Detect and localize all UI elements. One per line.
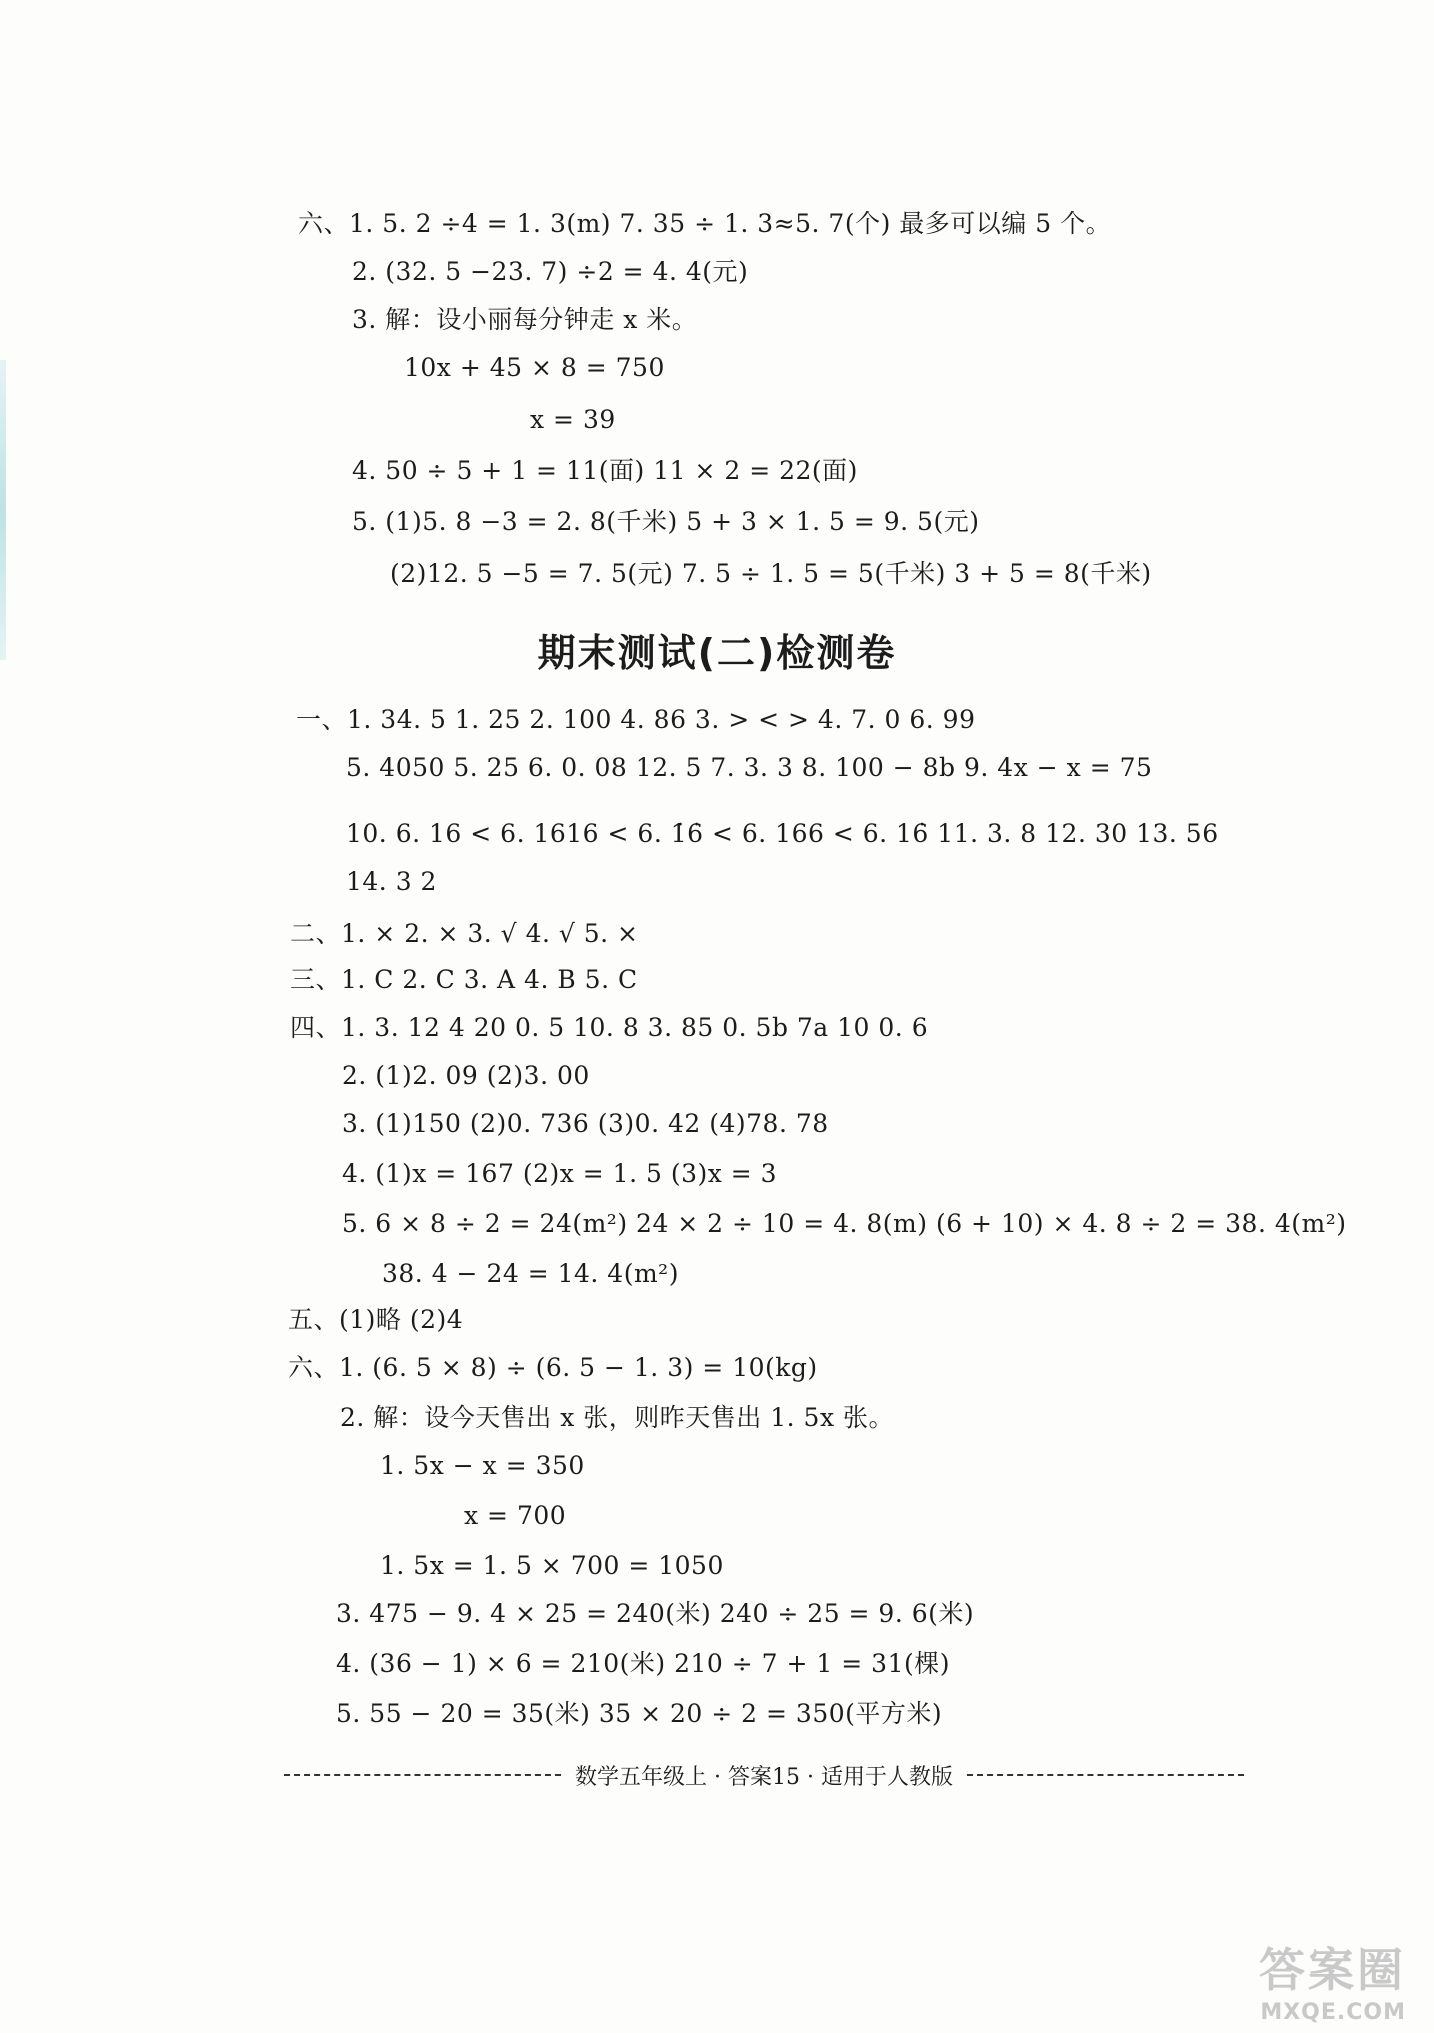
section-one-line-3: 10. 6. 16 < 6. 1616 < 6. 1̇6̇ < 6. 166 < 6. 16̇ 11. 3. 8 12. 30 13. 56 bbox=[346, 819, 1219, 848]
prev-six-q3-eq2: x = 39 bbox=[530, 405, 616, 434]
prev-six-q4: 4. 50 ÷ 5 + 1 = 11(面) 11 × 2 = 22(面) bbox=[352, 456, 858, 485]
prev-six-q5-1: 5. (1)5. 8 −3 = 2. 8(千米) 5 + 3 × 1. 5 = 9. 5(元) bbox=[352, 507, 980, 536]
section-one-line-4: 14. 3 2 bbox=[346, 867, 437, 896]
watermark-logo bbox=[1259, 1934, 1406, 2025]
watermark-main: 答案圈 bbox=[1259, 1943, 1406, 1997]
section-six-q2-eq1: 1. 5x − x = 350 bbox=[380, 1451, 585, 1480]
prev-six-q3-eq1: 10x + 45 × 8 = 750 bbox=[404, 353, 665, 382]
scan-edge-mark bbox=[0, 360, 6, 660]
section-six-q2-eq3: 1. 5x = 1. 5 × 700 = 1050 bbox=[380, 1551, 724, 1580]
section-six-q3: 3. 475 − 9. 4 × 25 = 240(米) 240 ÷ 25 = 9. 6(米) bbox=[336, 1599, 975, 1628]
page-title: 期末测试(二)检测卷 bbox=[537, 631, 897, 675]
footer-dash-left bbox=[284, 1774, 561, 1776]
prev-six-q1: 六、1. 5. 2 ÷4 = 1. 3(m) 7. 35 ÷ 1. 3≈5. 7(个) 最多可以编 5 个。 bbox=[298, 209, 1112, 238]
prev-six-q2: 2. (32. 5 −23. 7) ÷2 = 4. 4(元) bbox=[352, 257, 749, 286]
section-four-line-5: 5. 6 × 8 ÷ 2 = 24(m²) 24 × 2 ÷ 10 = 4. 8(m) (6 + 10) × 4. 8 ÷ 2 = 38. 4(m²) bbox=[342, 1209, 1347, 1238]
section-four-line-6: 38. 4 − 24 = 14. 4(m²) bbox=[382, 1259, 679, 1288]
section-six-q5: 5. 55 − 20 = 35(米) 35 × 20 ÷ 2 = 350(平方米) bbox=[336, 1699, 943, 1728]
section-one-line-1: 一、1. 34. 5 1. 25 2. 100 4. 86 3. > < > 4. 7. 0 6. 99 bbox=[296, 705, 976, 734]
section-four-line-2: 2. (1)2. 09 (2)3. 00 bbox=[342, 1061, 590, 1090]
section-two: 二、1. × 2. × 3. √ 4. √ 5. × bbox=[290, 919, 639, 948]
section-six-q4: 4. (36 − 1) × 6 = 210(米) 210 ÷ 7 + 1 = 31(棵) bbox=[336, 1649, 950, 1678]
section-six-q2: 2. 解：设今天售出 x 张，则昨天售出 1. 5x 张。 bbox=[340, 1403, 894, 1432]
section-three: 三、1. C 2. C 3. A 4. B 5. C bbox=[290, 965, 638, 994]
footer-text: 数学五年级上 · 答案15 · 适用于人教版 bbox=[575, 1764, 953, 1790]
section-four-line-3: 3. (1)150 (2)0. 736 (3)0. 42 (4)78. 78 bbox=[342, 1109, 829, 1138]
section-six-q1: 六、1. (6. 5 × 8) ÷ (6. 5 − 1. 3) = 10(kg) bbox=[288, 1353, 818, 1382]
section-six-q2-eq2: x = 700 bbox=[464, 1501, 567, 1530]
section-one-line-2: 5. 4050 5. 25 6. 0. 08 12. 5 7. 3. 3 8. 100 − 8b 9. 4x − x = 75 bbox=[346, 753, 1153, 782]
watermark-sub: MXQE.COM bbox=[1260, 2000, 1406, 2025]
prev-six-q5-2: (2)12. 5 −5 = 7. 5(元) 7. 5 ÷ 1. 5 = 5(千米) 3 + 5 = 8(千米) bbox=[390, 559, 1152, 588]
section-four-line-1: 四、1. 3. 12 4 20 0. 5 10. 8 3. 85 0. 5b 7a 10 0. 6 bbox=[290, 1013, 929, 1042]
footer-dash-right bbox=[967, 1774, 1244, 1776]
section-five: 五、(1)略 (2)4 bbox=[288, 1305, 464, 1334]
prev-six-q3: 3. 解：设小丽每分钟走 x 米。 bbox=[352, 305, 698, 334]
page-footer bbox=[284, 1760, 1244, 1790]
section-four-line-4: 4. (1)x = 167 (2)x = 1. 5 (3)x = 3 bbox=[342, 1159, 778, 1188]
